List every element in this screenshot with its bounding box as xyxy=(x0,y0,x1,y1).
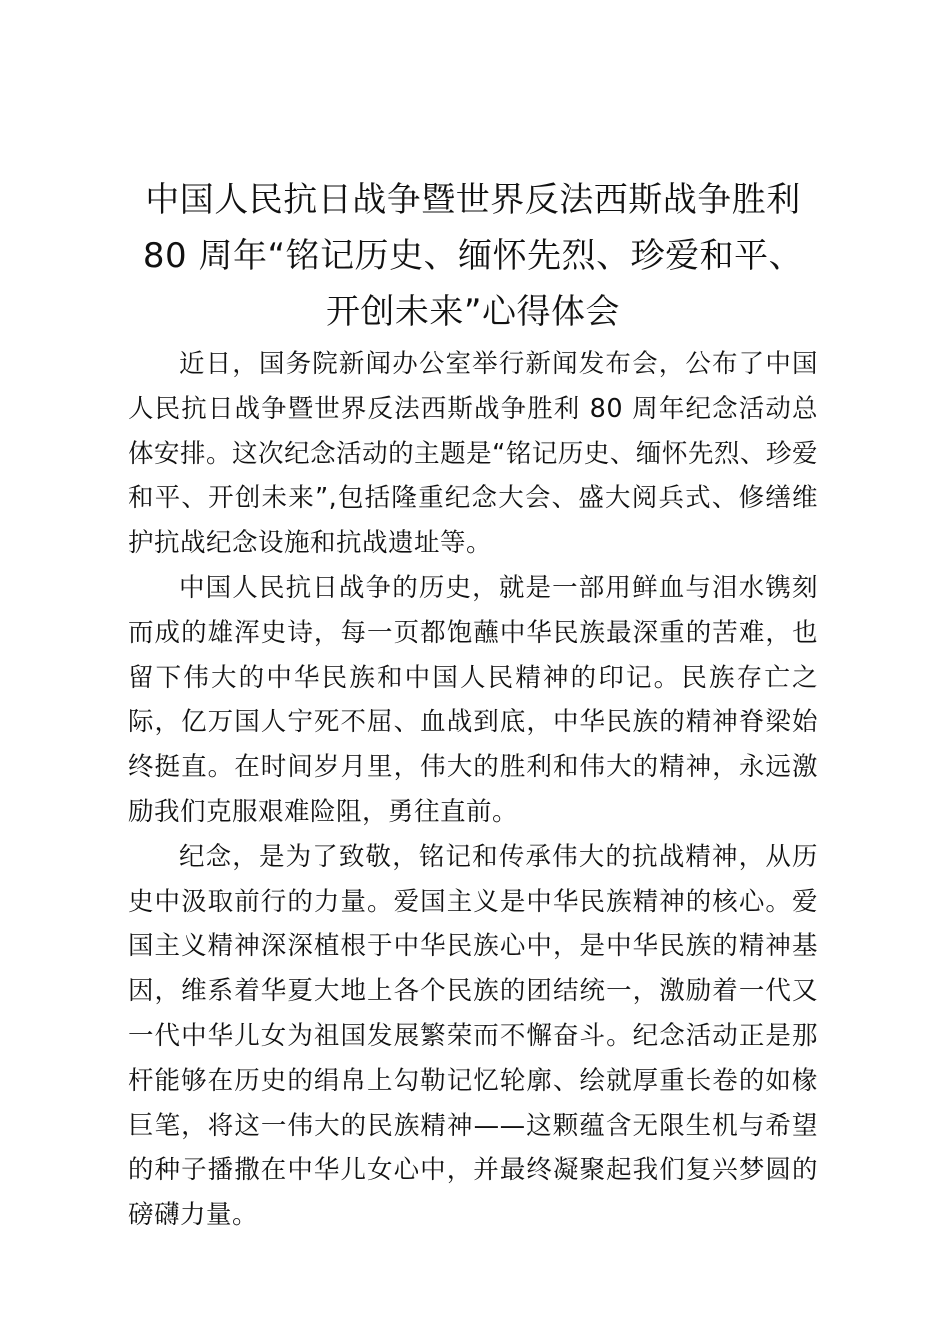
body-paragraph-3: 纪念，是为了致敬，铭记和传承伟大的抗战精神，从历史中汲取前行的力量。爱国主义是中华民族精神的核心。爱国主义精神深深植根于中华民族心中，是中华民族的精神基因，维系着华夏大地上各个民族的团结统一，激励着一代又一代中华儿女为祖国发展繁荣而不懈奋斗。纪念活动正是那杆能够在历史的绢帛上勾勒记忆轮廓、绘就厚重长卷的如椽巨笔，将这一伟大的民族精神——这颗蕴含无限生机与希望的种子播撒在中华儿女心中，并最终凝聚起我们复兴梦圆的磅礴力量。 xyxy=(128,841,818,1231)
title-line-2: 80 周年“铭记历史、缅怀先烈、珍爱和平、 xyxy=(142,236,804,276)
document-page xyxy=(128,172,818,1238)
title-line-3: 开创未来”心得体会 xyxy=(325,292,621,332)
body-paragraph-1: 近日，国务院新闻办公室举行新闻发布会，公布了中国人民抗日战争暨世界反法西斯战争胜利 80 周年纪念活动总体安排。这次纪念活动的主题是“铭记历史、缅怀先烈、珍爱和平、开创未来”,包括隆重纪念大会、盛大阅兵式、修缮维护抗战纪念设施和抗战遗址等。 xyxy=(128,349,818,559)
title-line-1: 中国人民抗日战争暨世界反法西斯战争胜利 xyxy=(145,180,801,220)
body-paragraph-2: 中国人民抗日战争的历史，就是一部用鲜血与泪水镌刻而成的雄浑史诗，每一页都饱蘸中华民族最深重的苦难，也留下伟大的中华民族和中国人民精神的印记。民族存亡之际，亿万国人宁死不屈、血战到底，中华民族的精神脊梁始终挺直。在时间岁月里，伟大的胜利和伟大的精神，永远激励我们克服艰难险阻，勇往直前。 xyxy=(128,572,818,827)
document-title xyxy=(128,172,818,340)
